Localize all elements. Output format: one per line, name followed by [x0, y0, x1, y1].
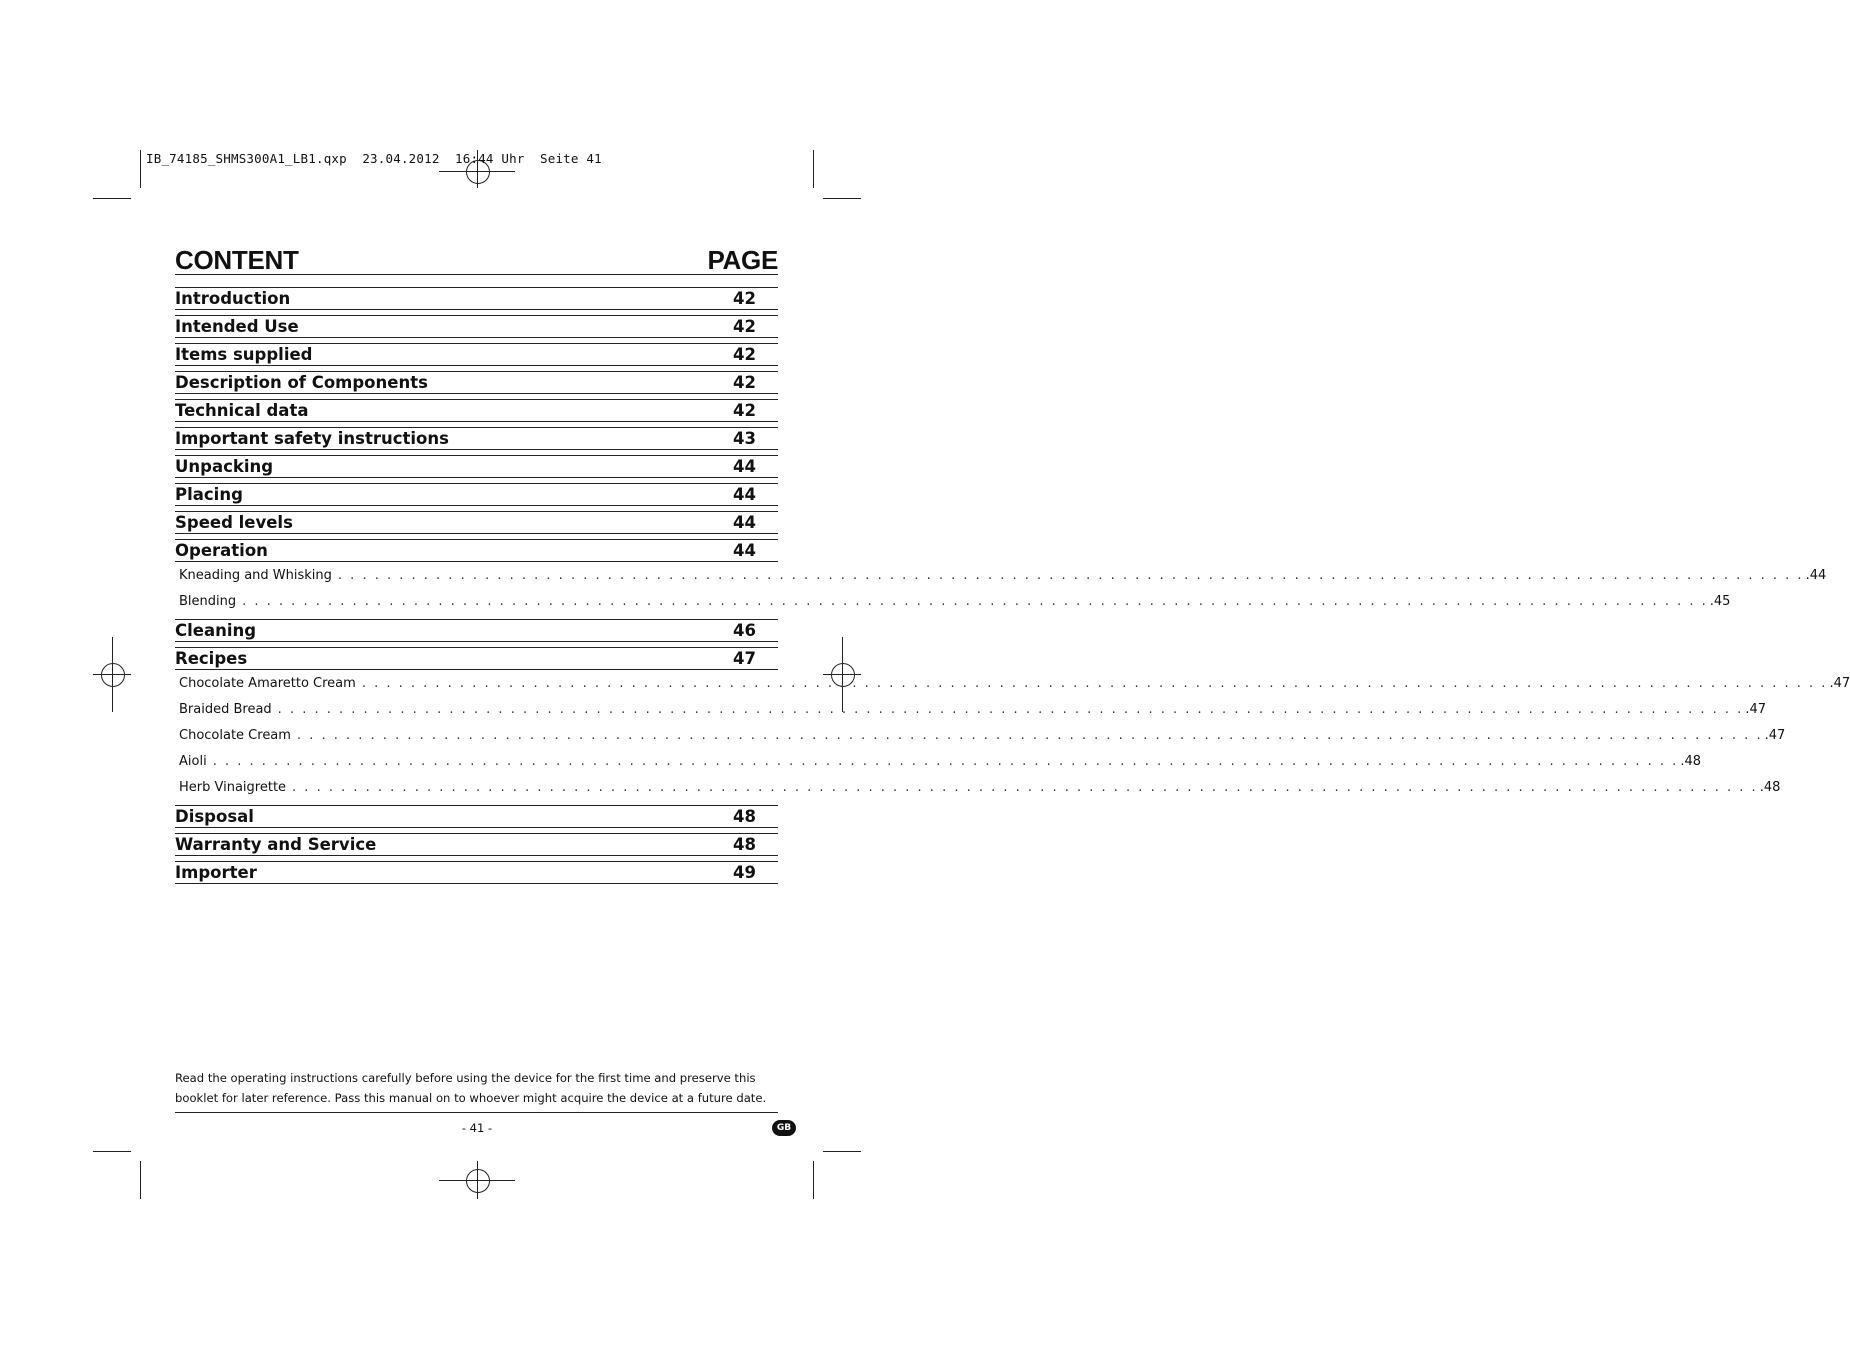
toc-entry-page: 44 [733, 485, 756, 504]
toc-entry-page: 48 [733, 807, 756, 826]
toc-entry-page: 44 [733, 513, 756, 532]
toc-entry-page: .48 [1680, 754, 1702, 769]
crop-mark [93, 198, 131, 199]
crop-mark [823, 1151, 861, 1152]
crop-mark [813, 1161, 814, 1199]
toc-entry-page: 49 [733, 863, 756, 882]
page-number: - 41 - [461, 1121, 493, 1135]
registration-mark [466, 1169, 490, 1193]
toc-entry-label: Intended Use [175, 317, 299, 336]
toc-entry-page: 43 [733, 429, 756, 448]
crop-mark [140, 1161, 141, 1199]
toc-entry[interactable] [175, 371, 778, 394]
toc-entry[interactable] [175, 343, 778, 366]
toc-entry[interactable] [175, 511, 778, 534]
toc-entry-page: .45 [1709, 594, 1731, 609]
toc-entry-page: 42 [733, 401, 756, 420]
dot-leader: . . . . . . . . . . . . . . . . . . . . . . . . . . . . . . . . . . . . . . . . . . . . . . . . . . . . . . . . . . . . . . . . . . . . . . . . . . . . . . . . . . . . . . . . . . . . . . . . . . . . . . . . . . . . . . . . . . . . . . . . [212, 754, 1679, 769]
toc-entry[interactable] [175, 427, 778, 450]
language-badge: GB [772, 1120, 796, 1136]
toc-subentry[interactable] [175, 697, 1766, 722]
toc-entry-label: Kneading and Whisking [179, 568, 332, 583]
toc-subentry[interactable] [175, 775, 1781, 800]
toc-entry-label: Recipes [175, 649, 248, 668]
print-slug: IB_74185_SHMS300A1_LB1.qxp 23.04.2012 16:44 Uhr Seite 41 [146, 151, 602, 166]
toc-entry-label: Technical data [175, 401, 309, 420]
toc-entry-page: 44 [733, 457, 756, 476]
toc-entry-label: Disposal [175, 807, 254, 826]
toc-entry[interactable] [175, 861, 778, 884]
toc-entry-label: Cleaning [175, 621, 257, 640]
toc-entry-page: 46 [733, 621, 756, 640]
toc-entry[interactable] [175, 833, 778, 856]
toc-entry-label: Description of Components [175, 373, 428, 392]
toc-entry[interactable] [175, 805, 778, 828]
toc-subentry[interactable] [175, 723, 1786, 748]
toc-entry[interactable] [175, 287, 778, 310]
toc-entry-label: Braided Bread [179, 702, 272, 717]
toc-entry[interactable] [175, 647, 778, 670]
toc-entry-page: 47 [733, 649, 756, 668]
dot-leader: . . . . . . . . . . . . . . . . . . . . . . . . . . . . . . . . . . . . . . . . . . . . . . . . . . . . . . . . . . . . . . . . . . . . . . . . . . . . . . . . . . . . . . . . . . . . . . . . . . . . . . . . . . . . . . . . . . . . . . . . [361, 676, 1828, 691]
dot-leader: . . . . . . . . . . . . . . . . . . . . . . . . . . . . . . . . . . . . . . . . . . . . . . . . . . . . . . . . . . . . . . . . . . . . . . . . . . . . . . . . . . . . . . . . . . . . . . . . . . . . . . . . . . . . . . . . . . . . . . . . [242, 594, 1708, 609]
toc-entry-label: Placing [175, 485, 243, 504]
toc-entry-label: Importer [175, 863, 257, 882]
toc-entry-page: .47 [1745, 702, 1766, 717]
toc-entry-page: 42 [733, 373, 756, 392]
toc-entry[interactable] [175, 455, 778, 478]
toc-entry[interactable] [175, 539, 778, 562]
toc-entry[interactable] [175, 399, 778, 422]
toc-entry-label: Introduction [175, 289, 291, 308]
toc-subentry[interactable] [175, 563, 1827, 588]
toc-entry-page: 42 [733, 345, 756, 364]
toc-entry-label: Warranty and Service [175, 835, 377, 854]
dot-leader: . . . . . . . . . . . . . . . . . . . . . . . . . . . . . . . . . . . . . . . . . . . . . . . . . . . . . . . . . . . . . . . . . . . . . . . . . . . . . . . . . . . . . . . . . . . . . . . . . . . . . . . . . . . . . . . . . . . . . . . . [296, 728, 1763, 743]
toc-entry-page: .47 [1764, 728, 1786, 743]
toc-entry-page: 48 [733, 835, 756, 854]
toc-subentry[interactable] [175, 749, 1702, 774]
toc-header [175, 243, 778, 275]
dot-leader: . . . . . . . . . . . . . . . . . . . . . . . . . . . . . . . . . . . . . . . . . . . . . . . . . . . . . . . . . . . . . . . . . . . . . . . . . . . . . . . . . . . . . . . . . . . . . . . . . . . . . . . . . . . . . . . . . . . . . . . . [277, 702, 1744, 717]
toc-entry-label: Blending [179, 594, 237, 609]
crop-mark [823, 198, 861, 199]
reading-note: Read the operating instructions carefully before using the device for the first time and preserve this booklet for later reference. Pass this manual on to whoever might acquire the device at a future date. [175, 1071, 767, 1105]
toc-entry-label: Unpacking [175, 457, 274, 476]
toc-entry-label: Chocolate Amaretto Cream [179, 676, 356, 691]
toc-entry-page: .47 [1829, 676, 1850, 691]
dot-leader: . . . . . . . . . . . . . . . . . . . . . . . . . . . . . . . . . . . . . . . . . . . . . . . . . . . . . . . . . . . . . . . . . . . . . . . . . . . . . . . . . . . . . . . . . . . . . . . . . . . . . . . . . . . . . . . . . . . . . . . . [292, 780, 1758, 795]
toc-entry-label: Chocolate Cream [179, 728, 291, 743]
toc-entry-label: Operation [175, 541, 268, 560]
toc-subentry[interactable] [175, 671, 1850, 696]
toc-entry[interactable] [175, 619, 778, 642]
toc-entry[interactable] [175, 483, 778, 506]
toc-entry-label: Items supplied [175, 345, 313, 364]
registration-mark [101, 663, 125, 687]
toc-entry-page: 42 [733, 289, 756, 308]
table-of-contents [175, 287, 1850, 889]
dot-leader: . . . . . . . . . . . . . . . . . . . . . . . . . . . . . . . . . . . . . . . . . . . . . . . . . . . . . . . . . . . . . . . . . . . . . . . . . . . . . . . . . . . . . . . . . . . . . . . . . . . . . . . . . . . . . . . . . . . . . . . . [337, 568, 1804, 583]
toc-entry-page: 44 [733, 541, 756, 560]
toc-entry-page: .48 [1759, 780, 1781, 795]
toc-entry-page: 42 [733, 317, 756, 336]
toc-entry-label: Herb Vinaigrette [179, 780, 287, 795]
toc-entry[interactable] [175, 315, 778, 338]
toc-subentry[interactable] [175, 589, 1731, 614]
content-heading: CONTENT [175, 245, 299, 275]
toc-entry-label: Speed levels [175, 513, 293, 532]
page-heading: PAGE [707, 245, 778, 275]
crop-mark [93, 1151, 131, 1152]
toc-entry-label: Aioli [179, 754, 207, 769]
crop-mark [140, 150, 141, 188]
toc-entry-page: .44 [1805, 568, 1827, 583]
toc-entry-label: Important safety instructions [175, 429, 449, 448]
footer-rule [175, 1112, 778, 1113]
crop-mark [813, 150, 814, 188]
